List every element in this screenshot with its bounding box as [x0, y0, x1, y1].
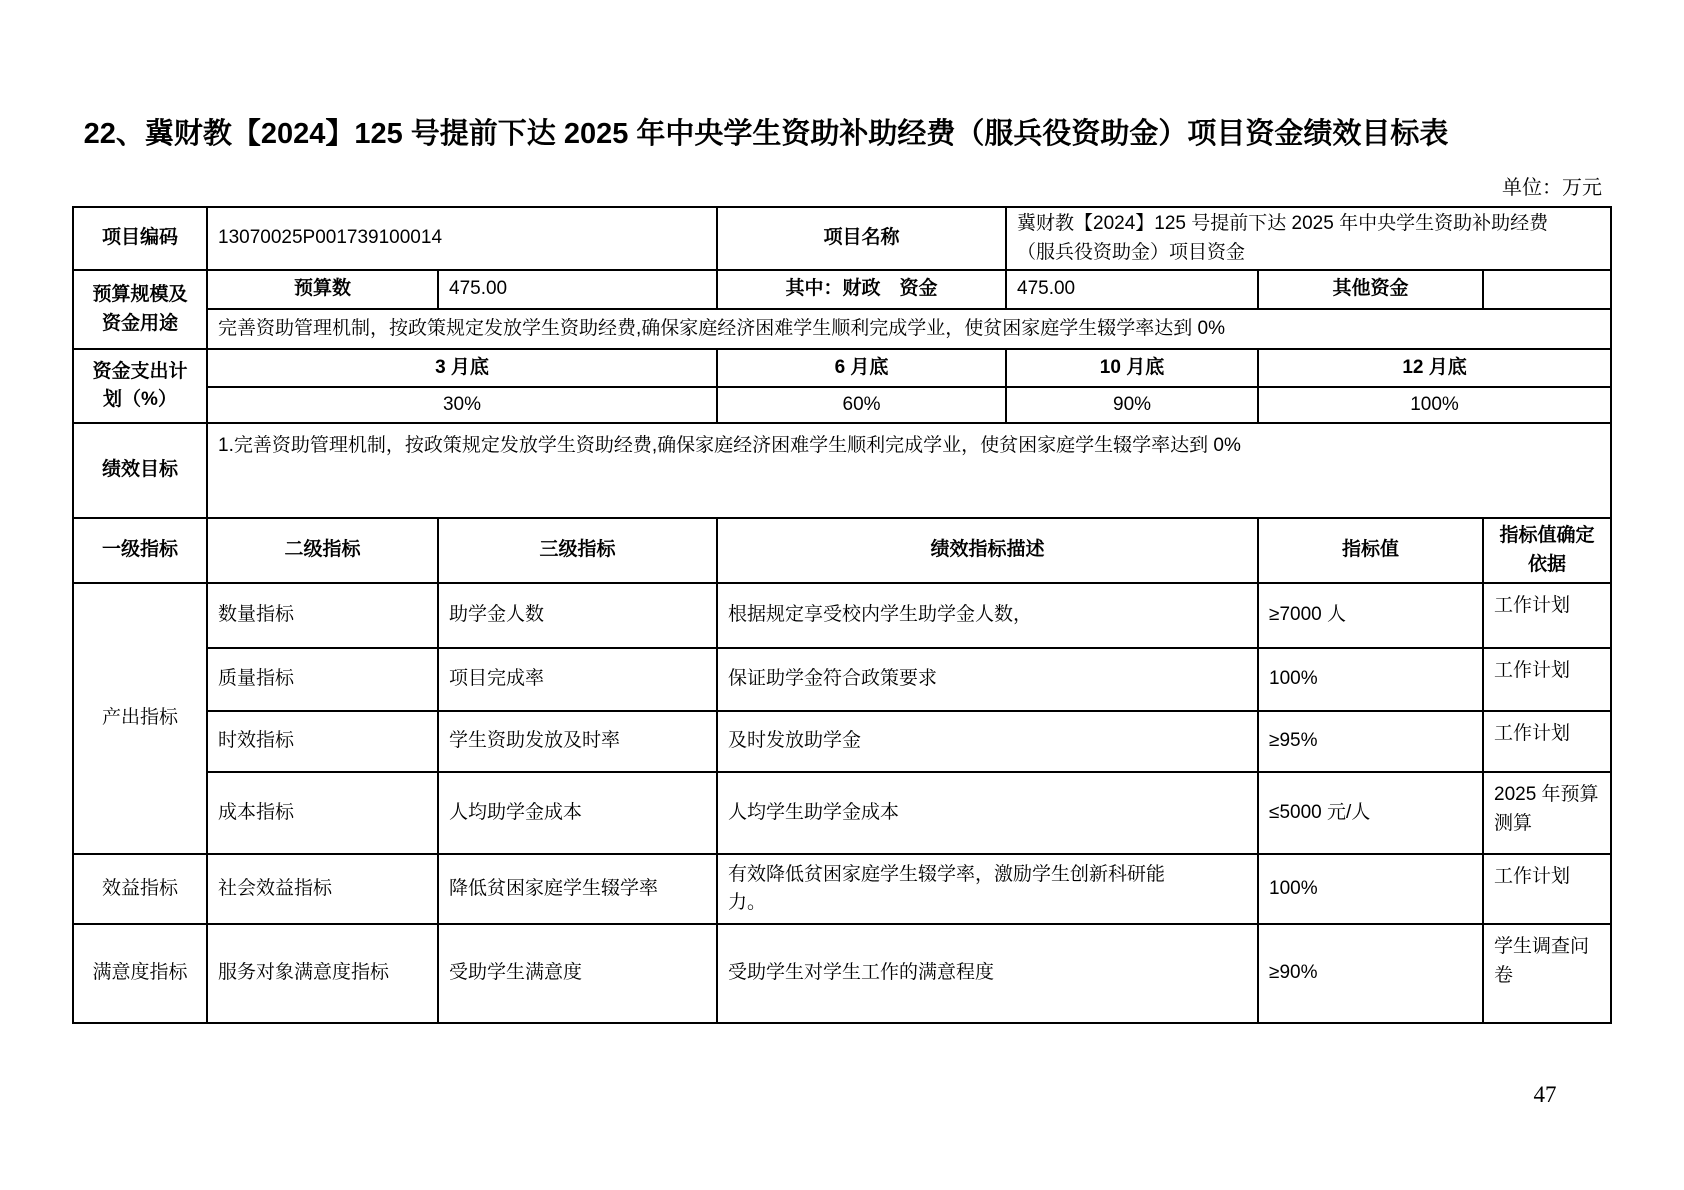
performance-goal-text: 1.完善资助管理机制，按政策规定发放学生资助经费,确保家庭经济困难学生顺利完成学业，使贫困家庭学生辍学率达到 0%: [207, 423, 1611, 518]
level3-cell: 学生资助发放及时率: [438, 711, 717, 772]
value-cell: ≤5000 元/人: [1258, 772, 1483, 854]
level1-satisfaction-cell: 满意度指标: [73, 924, 207, 1023]
other-funds-value: [1483, 270, 1611, 309]
basis-cell: 工作计划: [1483, 648, 1611, 711]
indicator-header-row: [73, 518, 1611, 583]
value-cell: ≥7000 人: [1258, 583, 1483, 648]
indicator-row: [73, 772, 1611, 854]
basis-cell: 工作计划: [1483, 583, 1611, 648]
level2-cell: 质量指标: [207, 648, 438, 711]
value-cell: ≥95%: [1258, 711, 1483, 772]
level3-cell: 助学金人数: [438, 583, 717, 648]
basis-cell: 学生调查问卷: [1483, 924, 1611, 1023]
project-code-value: 13070025P001739100014: [207, 207, 717, 270]
header-level3: 三级指标: [438, 518, 717, 583]
level1-benefit-cell: 效益指标: [73, 854, 207, 924]
page-title: 22、冀财教【2024】125 号提前下达 2025 年中央学生资助补助经费（服兵役资助金）项目资金绩效目标表: [83, 118, 1449, 150]
period-june-value: 60%: [717, 387, 1006, 423]
performance-target-table: [72, 206, 1612, 1024]
spending-plan-values-row: [73, 387, 1611, 423]
project-code-label: 项目编码: [73, 207, 207, 270]
indicator-row: [73, 583, 1611, 648]
spending-plan-section-label: 资金支出计划（%）: [73, 349, 207, 423]
header-level2: 二级指标: [207, 518, 438, 583]
value-cell: 100%: [1258, 854, 1483, 924]
performance-goal-label: 绩效目标: [73, 423, 207, 518]
level3-cell: 项目完成率: [438, 648, 717, 711]
level1-output-cell: 产出指标: [73, 583, 207, 854]
other-funds-label: 其他资金: [1258, 270, 1483, 309]
level2-cell: 成本指标: [207, 772, 438, 854]
period-march-label: 3 月底: [207, 349, 717, 387]
period-october-label: 10 月底: [1006, 349, 1258, 387]
project-name-value: 冀财教【2024】125 号提前下达 2025 年中央学生资助补助经费（服兵役资助金）项目资金: [1006, 207, 1611, 270]
budget-section-label: 预算规模及资金用途: [73, 270, 207, 349]
header-value: 指标值: [1258, 518, 1483, 583]
level2-cell: 时效指标: [207, 711, 438, 772]
indicator-row: [73, 854, 1611, 924]
level3-cell: 降低贫困家庭学生辍学率: [438, 854, 717, 924]
fund-usage-row: [73, 309, 1611, 349]
indicator-row: [73, 711, 1611, 772]
period-december-label: 12 月底: [1258, 349, 1611, 387]
project-name-label: 项目名称: [717, 207, 1006, 270]
description-cell: 根据规定享受校内学生助学金人数，: [717, 583, 1258, 648]
basis-cell: 2025 年预算测算: [1483, 772, 1611, 854]
description-cell: 受助学生对学生工作的满意程度: [717, 924, 1258, 1023]
value-cell: ≥90%: [1258, 924, 1483, 1023]
level3-cell: 受助学生满意度: [438, 924, 717, 1023]
fiscal-funds-value: 475.00: [1006, 270, 1258, 309]
basis-cell: 工作计划: [1483, 854, 1611, 924]
unit-note: 单位：万元: [1502, 177, 1602, 199]
period-march-value: 30%: [207, 387, 717, 423]
budget-row: [73, 270, 1611, 309]
budget-amount-value: 475.00: [438, 270, 717, 309]
period-december-value: 100%: [1258, 387, 1611, 423]
project-row: [73, 207, 1611, 270]
basis-cell: 工作计划: [1483, 711, 1611, 772]
header-level1: 一级指标: [73, 518, 207, 583]
period-october-value: 90%: [1006, 387, 1258, 423]
indicator-row: [73, 924, 1611, 1023]
value-cell: 100%: [1258, 648, 1483, 711]
header-basis: 指标值确定依据: [1483, 518, 1611, 583]
performance-goal-row: [73, 423, 1611, 518]
description-cell: 保证助学金符合政策要求: [717, 648, 1258, 711]
level3-cell: 人均助学金成本: [438, 772, 717, 854]
level2-cell: 数量指标: [207, 583, 438, 648]
level2-cell: 服务对象满意度指标: [207, 924, 438, 1023]
indicator-row: [73, 648, 1611, 711]
level2-cell: 社会效益指标: [207, 854, 438, 924]
description-cell: 人均学生助学金成本: [717, 772, 1258, 854]
period-june-label: 6 月底: [717, 349, 1006, 387]
fiscal-funds-label: 其中：财政 资金: [717, 270, 1006, 309]
spending-plan-header-row: [73, 349, 1611, 387]
header-description: 绩效指标描述: [717, 518, 1258, 583]
fund-usage-text: 完善资助管理机制，按政策规定发放学生资助经费,确保家庭经济困难学生顺利完成学业，使贫困家庭学生辍学率达到 0%: [207, 309, 1611, 349]
description-cell: 有效降低贫困家庭学生辍学率，激励学生创新科研能力。: [717, 854, 1258, 924]
budget-amount-label: 预算数: [207, 270, 438, 309]
description-cell: 及时发放助学金: [717, 711, 1258, 772]
page-number: 47: [1533, 1082, 1557, 1107]
